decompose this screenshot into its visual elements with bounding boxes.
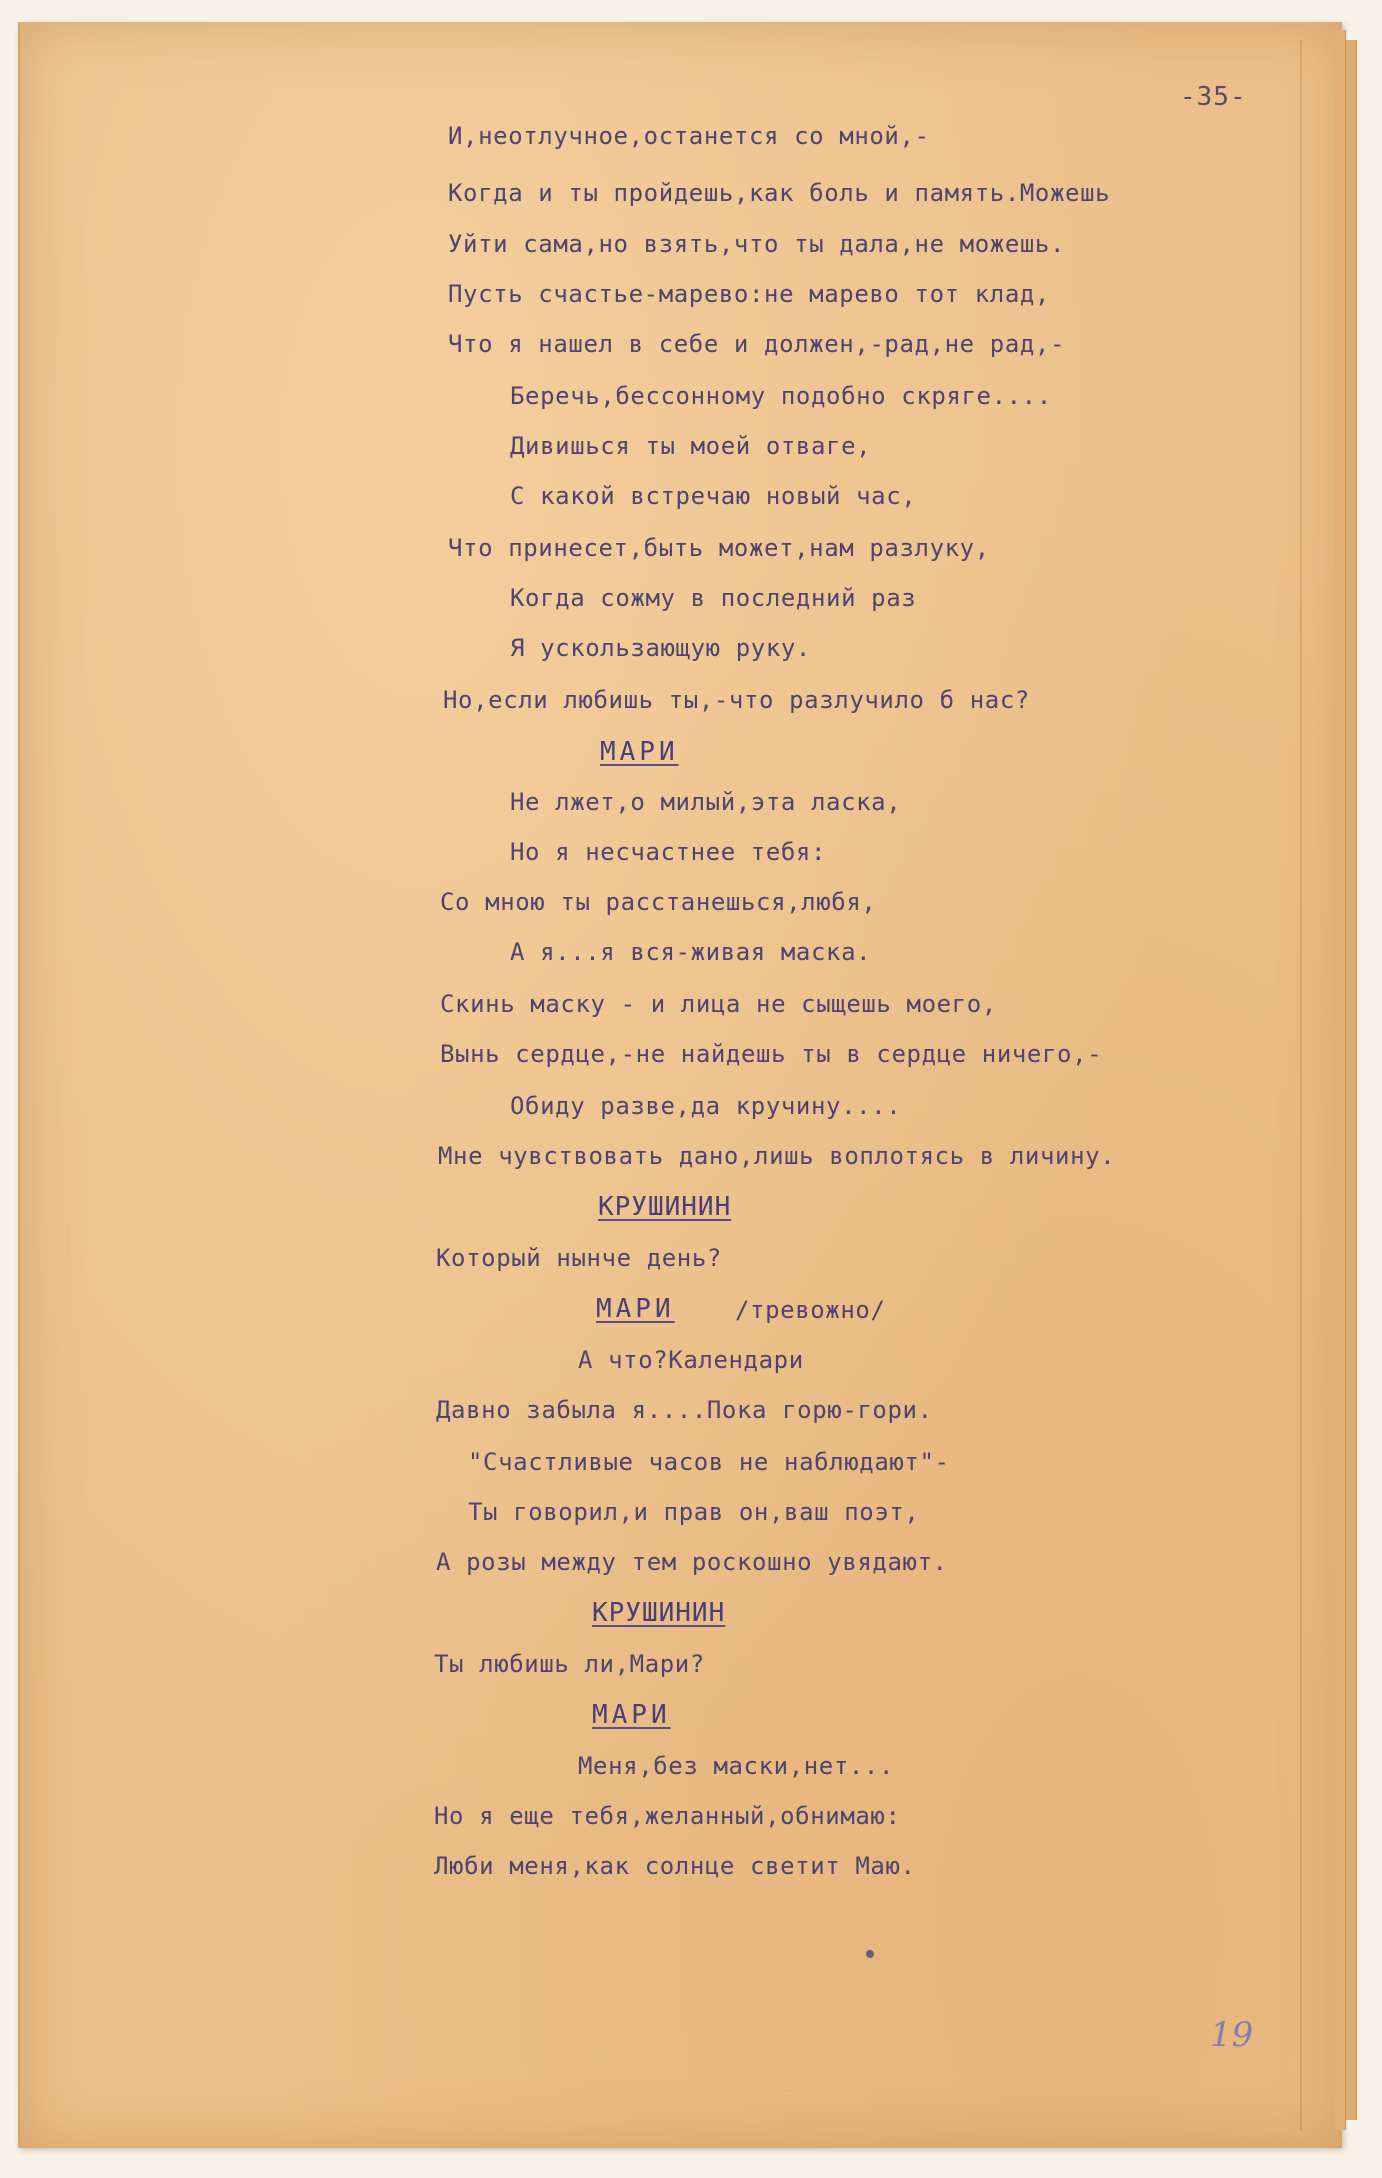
page-fold bbox=[1300, 40, 1302, 2130]
verse-line: Скинь маску - и лица не сыщешь моего, bbox=[440, 990, 997, 1018]
verse-line: Уйти сама,но взять,что ты дала,не можешь. bbox=[448, 230, 1066, 258]
speaker-name: МАРИ bbox=[596, 1294, 675, 1324]
verse-line: И,неотлучное,останется со мной,- bbox=[448, 122, 930, 150]
verse-line: Который нынче день? bbox=[436, 1244, 722, 1272]
verse-line: Но я несчастнее тебя: bbox=[510, 838, 827, 866]
verse-line: Обиду разве,да кручину.... bbox=[510, 1092, 902, 1120]
page-edge bbox=[1346, 40, 1357, 2120]
verse-line: Ты любишь ли,Мари? bbox=[434, 1650, 705, 1678]
verse-line: Но,если любишь ты,-что разлучило б нас? bbox=[443, 686, 1030, 714]
verse-line: Когда и ты пройдешь,как боль и память.Можешь bbox=[448, 179, 1111, 207]
verse-line: Когда сожму в последний раз bbox=[510, 584, 917, 612]
verse-line: Дивишься ты моей отваге, bbox=[510, 432, 872, 460]
stage-direction: /тревожно/ bbox=[735, 1296, 886, 1324]
verse-line: Давно забыла я....Пока горю-гори. bbox=[436, 1396, 933, 1424]
archive-number: 19 bbox=[1210, 2015, 1254, 2055]
verse-line: С какой встречаю новый час, bbox=[510, 482, 917, 510]
speaker-name: КРУШИНИН bbox=[592, 1598, 726, 1628]
verse-line: А я...я вся-живая маска. bbox=[510, 938, 872, 966]
verse-line: Что я нашел в себе и должен,-рад,не рад,- bbox=[448, 330, 1066, 358]
verse-line: Люби меня,как солнце светит Маю. bbox=[434, 1852, 916, 1880]
verse-line: Меня,без маски,нет... bbox=[578, 1752, 895, 1780]
speaker-name: МАРИ bbox=[600, 737, 679, 767]
verse-line: Беречь,бессонному подобно скряге.... bbox=[510, 382, 1052, 410]
page-edge bbox=[1335, 30, 1346, 2130]
verse-line: "Счастливые часов не наблюдают"- bbox=[468, 1448, 950, 1476]
verse-line: Ты говорил,и прав он,ваш поэт, bbox=[468, 1498, 920, 1526]
verse-line: А что?Календари bbox=[578, 1346, 804, 1374]
verse-line: А розы между тем роскошно увядают. bbox=[436, 1548, 948, 1576]
verse-line: Вынь сердце,-не найдешь ты в сердце ничего,- bbox=[440, 1040, 1103, 1068]
speaker-name: КРУШИНИН bbox=[598, 1192, 732, 1222]
verse-line: Я ускользающую руку. bbox=[510, 634, 811, 662]
verse-line: Но я еще тебя,желанный,обнимаю: bbox=[434, 1802, 901, 1830]
verse-line: Мне чувствовать дано,лишь воплотясь в личину. bbox=[438, 1142, 1116, 1170]
verse-line: Что принесет,быть может,нам разлуку, bbox=[448, 534, 990, 562]
page-number: -35- bbox=[1180, 82, 1247, 112]
ink-dot bbox=[866, 1950, 874, 1958]
verse-line: Пусть счастье-марево:не марево тот клад, bbox=[448, 280, 1050, 308]
verse-line: Со мною ты расстанешься,любя, bbox=[440, 888, 877, 916]
speaker-name: МАРИ bbox=[592, 1700, 671, 1730]
verse-line: Не лжет,о милый,эта ласка, bbox=[510, 788, 902, 816]
